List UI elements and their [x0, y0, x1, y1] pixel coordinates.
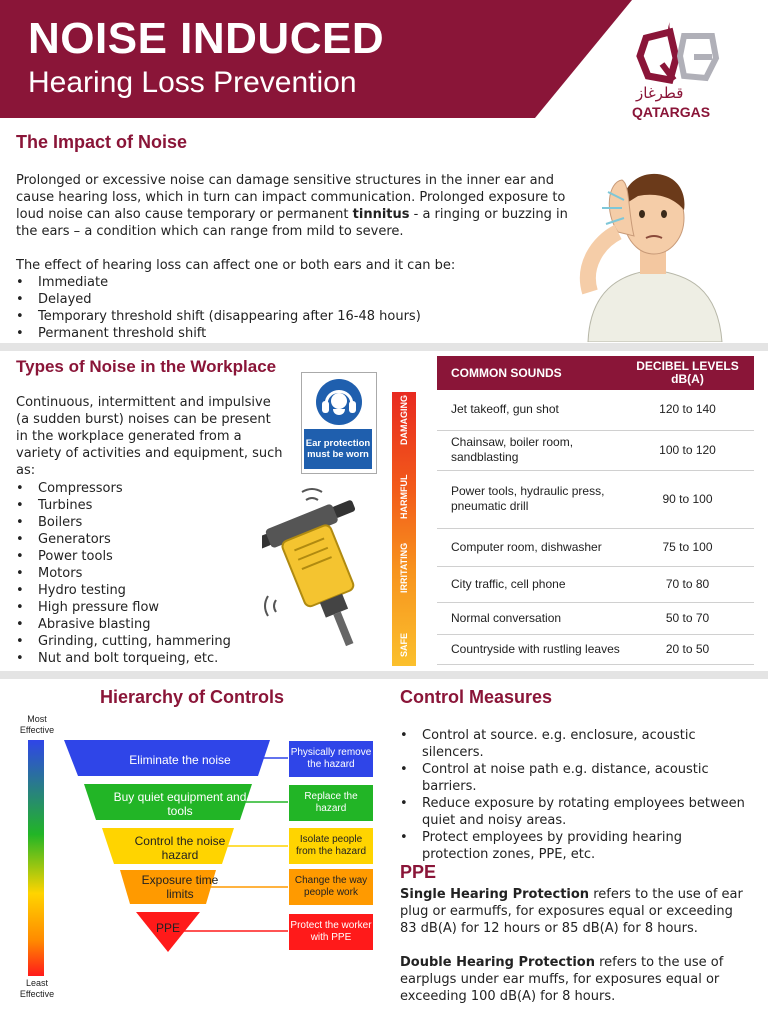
section-divider: [0, 343, 768, 351]
sound-cell: Normal conversation: [437, 602, 621, 634]
table-row: [437, 528, 754, 566]
ear-muffs-icon: [314, 377, 364, 427]
decibel-table: [437, 356, 754, 665]
page-subtitle: Hearing Loss Prevention: [28, 66, 357, 99]
list-item: • Hydro testing: [16, 582, 276, 599]
list-item: • Turbines: [16, 497, 276, 514]
level-cell: 120 to 140: [621, 390, 754, 430]
impact-text-b: - a ringing or buzzing in the ears – a condition which can range from mild to severe.: [16, 207, 568, 239]
sound-cell: City traffic, cell phone: [437, 566, 621, 602]
level-label: Control the noise hazard: [134, 834, 226, 862]
level-cell: 100 to 120: [621, 430, 754, 470]
control-description: Change the way people work: [289, 869, 373, 905]
table-row: [437, 566, 754, 602]
control-description: Protect the worker with PPE: [289, 914, 373, 950]
double-protection-desc: refers to the use of earplugs under ear muffs, for exposures equal or exceeding 100 dB(A) for 8 hours.: [400, 955, 724, 1004]
list-item: • Protect employees by providing hearing protection zones, PPE, etc.: [400, 829, 750, 863]
tinnitus-term: tinnitus: [352, 207, 410, 222]
sound-cell: Countryside with rustling leaves: [437, 634, 621, 664]
ppe-title: PPE: [400, 862, 437, 882]
list-item: • Nut and bolt torqueing, etc.: [16, 650, 276, 667]
impact-text-a: Prolonged or excessive noise can damage sensitive structures in the inner ear and cause hearing loss, which in turn can impact communication. Prolonged exposure to loud noise can also cause temporary or permanent: [16, 173, 566, 222]
control-description: Replace the hazard: [289, 785, 373, 821]
list-item: • Control at noise path e.g. distance, acoustic barriers.: [400, 761, 750, 795]
ear-protection-sign: [301, 372, 377, 474]
list-item: • Abrasive blasting: [16, 616, 276, 633]
list-item: • Grinding, cutting, hammering: [16, 633, 276, 650]
types-intro: Continuous, intermittent and impulsive (a sudden burst) noises can be present in the workplace generated from a variety of activities and equipment, such as:: [16, 395, 283, 478]
hierarchy-title: Hierarchy of Controls: [100, 687, 285, 707]
double-protection-text: [400, 954, 750, 1005]
list-item: • Boilers: [16, 514, 276, 531]
list-item: • Reduce exposure by rotating employees between quiet and noisy areas.: [400, 795, 750, 829]
sound-cell: Jet takeoff, gun shot: [437, 390, 621, 430]
list-item: • Immediate: [16, 274, 576, 291]
list-item: • Control at source. e.g. enclosure, acoustic silencers.: [400, 727, 750, 761]
section-divider: [0, 671, 768, 679]
list-item: • Power tools: [16, 548, 276, 565]
impact-paragraph: [16, 172, 576, 240]
table-row: [437, 390, 754, 430]
level-label: Exposure time limits: [141, 873, 219, 901]
sign-text: Ear protection must be worn: [304, 429, 372, 469]
list-item: • Generators: [16, 531, 276, 548]
level-label: Eliminate the noise: [129, 753, 231, 767]
noise-level-bar: [392, 392, 416, 666]
man-covering-ear-illustration: [578, 162, 728, 342]
double-protection-term: Double Hearing Protection: [400, 955, 595, 970]
table-row: [437, 430, 754, 470]
equipment-bullets: [16, 480, 276, 667]
list-item: • High pressure flow: [16, 599, 276, 616]
list-item: • Delayed: [16, 291, 576, 308]
level-cell: 70 to 80: [621, 566, 754, 602]
control-description: Isolate people from the hazard: [289, 828, 373, 864]
list-item: • Motors: [16, 565, 276, 582]
level-cell: 50 to 70: [621, 602, 754, 634]
column-header: DECIBEL LEVELS dB(A): [621, 356, 754, 390]
table-row: [437, 602, 754, 634]
measures-bullets: [400, 727, 750, 863]
band-label: SAFE: [399, 632, 409, 657]
list-item: • Permanent threshold shift: [16, 325, 576, 342]
single-protection-term: Single Hearing Protection: [400, 887, 590, 902]
sound-cell: Computer room, dishwasher: [437, 528, 621, 566]
level-label: PPE: [155, 921, 180, 935]
table-header: [437, 356, 754, 390]
page-title: NOISE INDUCED: [28, 14, 385, 63]
jackhammer-icon: [262, 486, 382, 664]
measures-title: Control Measures: [400, 687, 553, 707]
impact-title: The Impact of Noise: [16, 132, 188, 152]
level-cell: 20 to 50: [621, 634, 754, 664]
level-label: Buy quiet equipment and tools: [113, 790, 247, 818]
list-item: • Temporary threshold shift (disappearing after 16-48 hours): [16, 308, 576, 325]
single-protection-desc: refers to the use of ear plug or earmuffs, for exposures equal or exceeding 83 dB(A) for 12 hours or 85 dB(A) for 8 hours.: [400, 887, 743, 936]
brand-arabic: قطرغاز: [636, 84, 684, 102]
list-item: • Compressors: [16, 480, 276, 497]
impact-bullets: [16, 274, 576, 342]
column-header: COMMON SOUNDS: [437, 356, 621, 390]
types-title: Types of Noise in the Workplace: [16, 357, 277, 376]
table-row: [437, 634, 754, 664]
band-label: IRRITATING: [399, 542, 409, 593]
band-label: DAMAGING: [399, 395, 409, 445]
band-label: HARMFUL: [399, 474, 409, 519]
sound-cell: Power tools, hydraulic press, pneumatic drill: [437, 470, 621, 528]
qatargas-logo-icon: [636, 18, 722, 86]
brand-name: QATARGAS: [632, 104, 711, 120]
table-row: [437, 470, 754, 528]
control-description: Physically remove the hazard: [289, 741, 373, 777]
impact-paragraph-2: The effect of hearing loss can affect one or both ears and it can be:: [16, 258, 456, 273]
most-effective-label: Most Effective: [19, 714, 55, 735]
level-cell: 75 to 100: [621, 528, 754, 566]
single-protection-text: [400, 886, 750, 937]
level-cell: 90 to 100: [621, 470, 754, 528]
least-effective-label: Least Effective: [19, 978, 55, 999]
sound-cell: Chainsaw, boiler room, sandblasting: [437, 430, 621, 470]
effectiveness-gradient-bar: [28, 740, 44, 976]
